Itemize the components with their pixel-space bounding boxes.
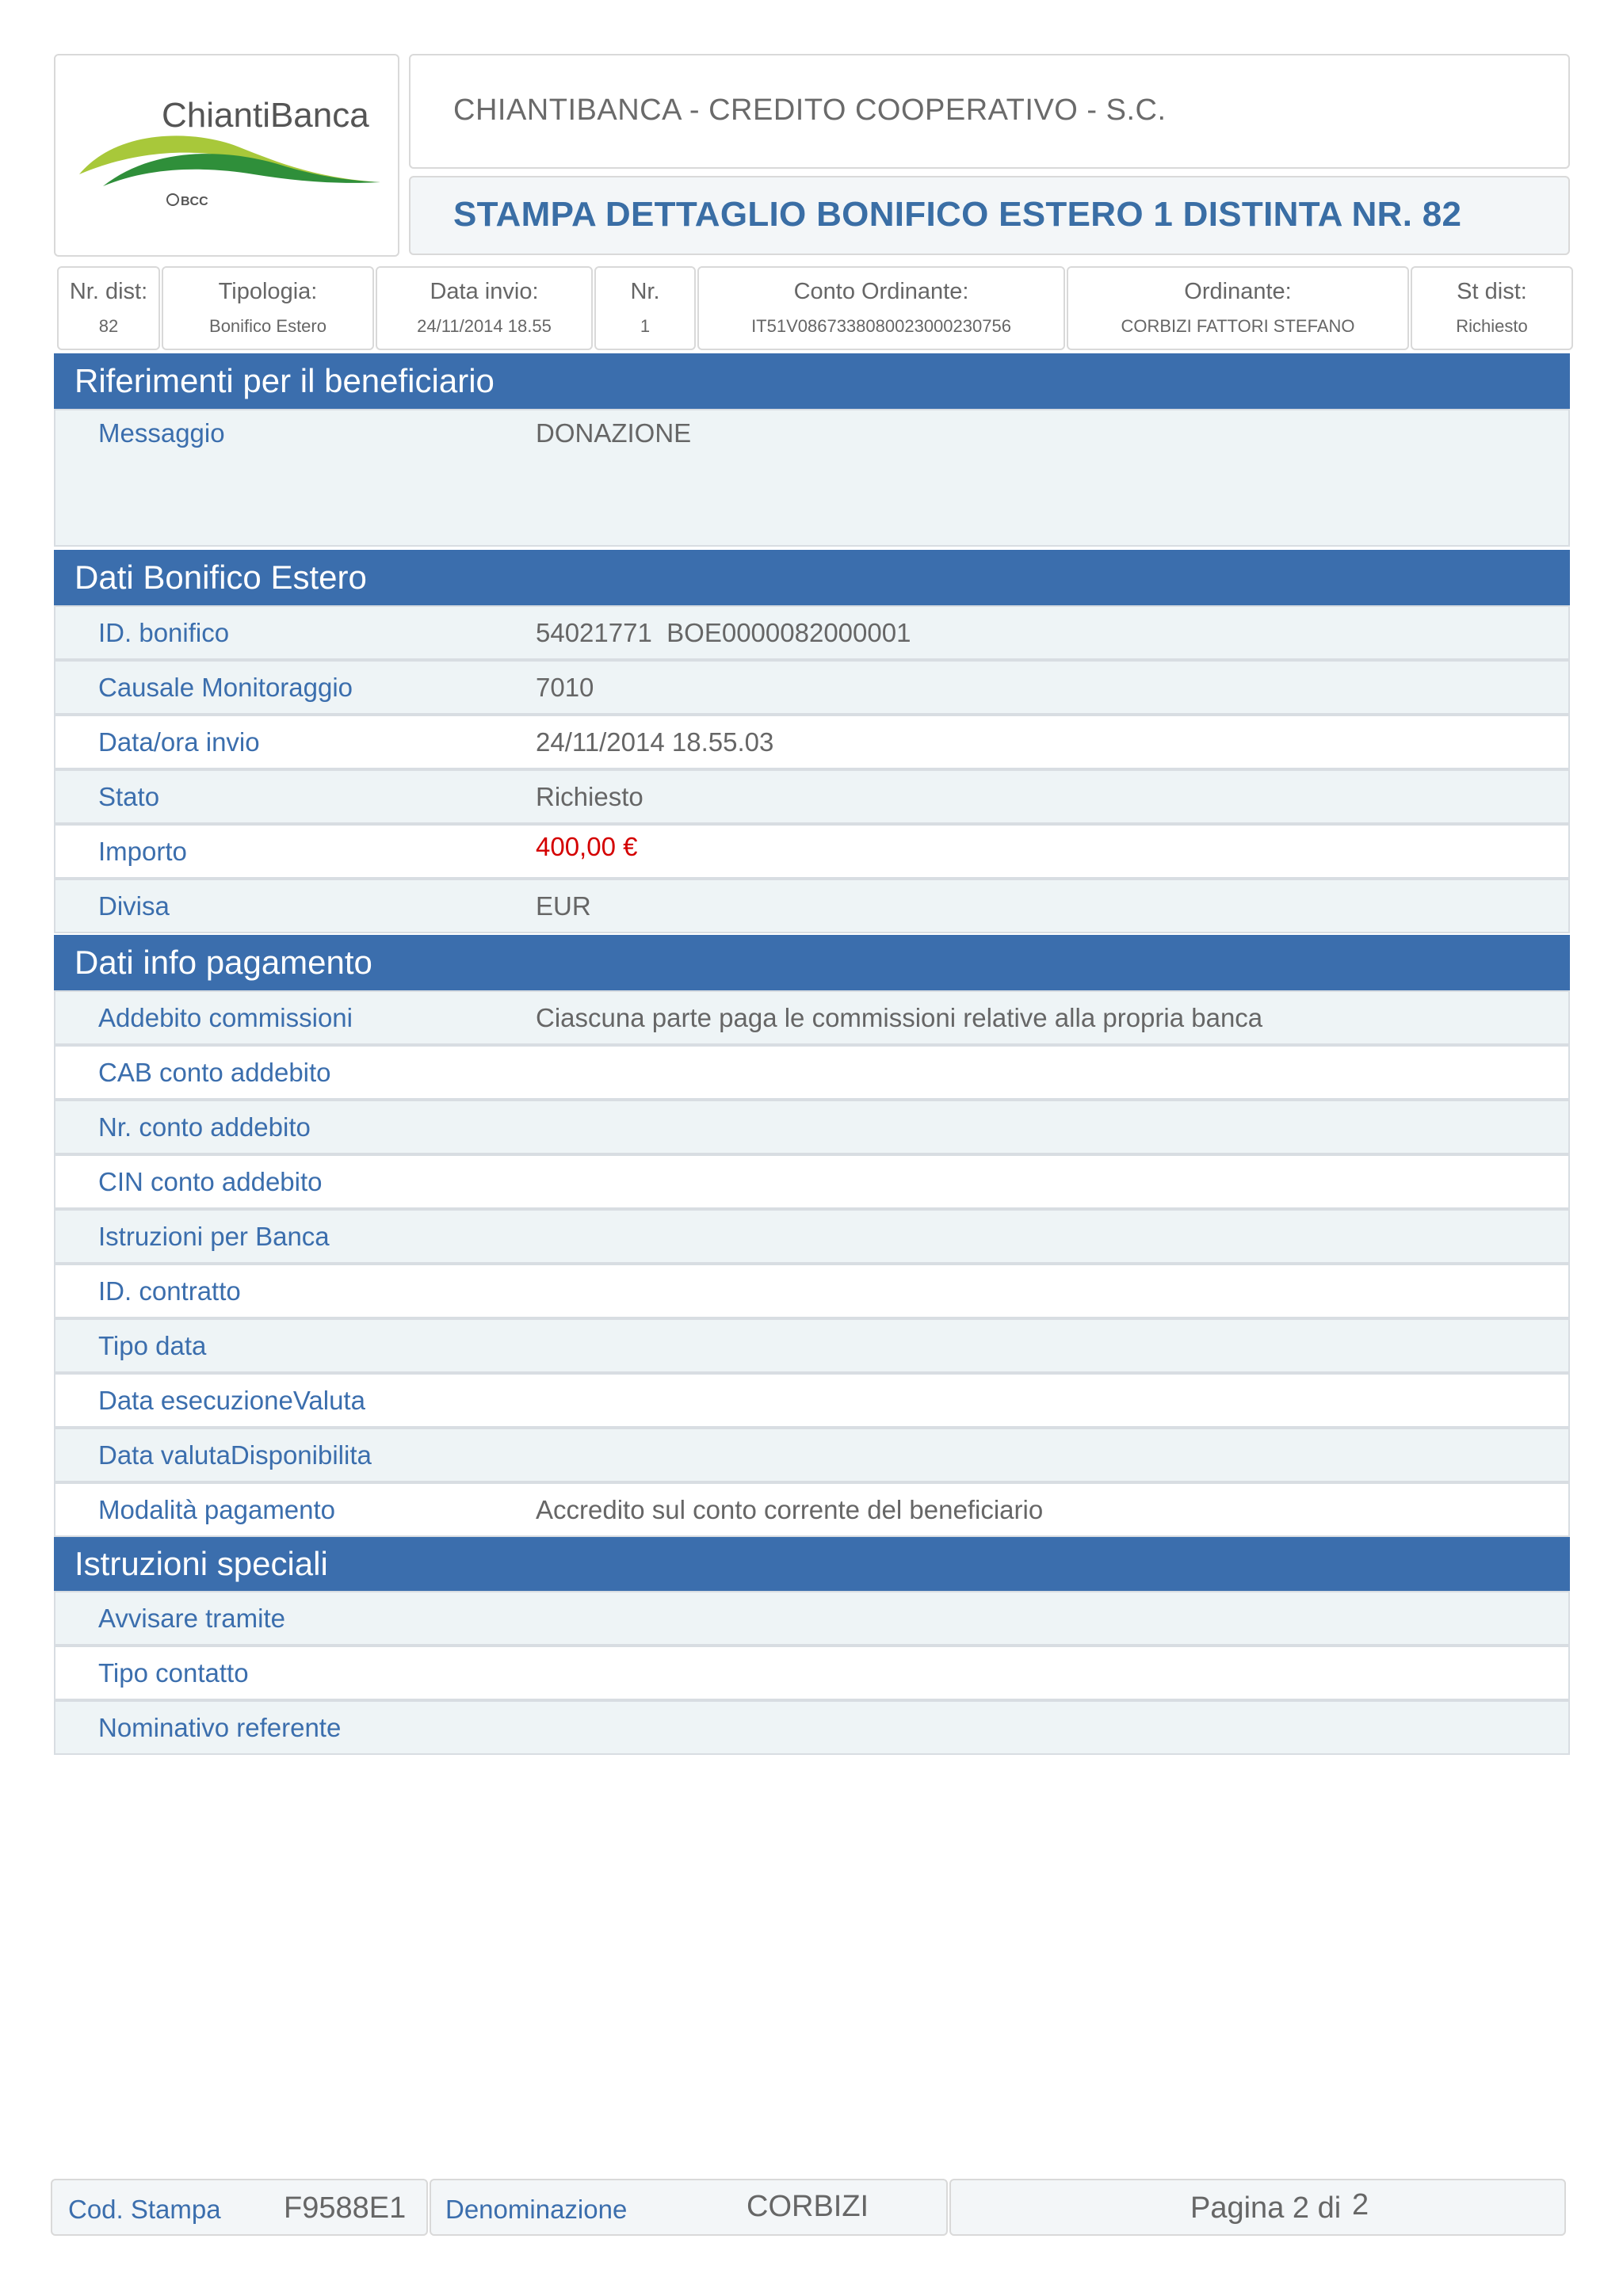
document-title: STAMPA DETTAGLIO BONIFICO ESTERO 1 DISTINTA NR. 82: [453, 195, 1462, 234]
denominazione-value: CORBIZI: [747, 2190, 869, 2223]
meta-nr-dist: [57, 266, 160, 350]
row-tipo-data: [54, 1318, 1570, 1373]
meta-label: Data invio:: [430, 279, 539, 304]
chiantibanca-logo: [55, 55, 398, 255]
svg-text:ChiantiBanca: ChiantiBanca: [162, 96, 369, 135]
page-total: 2: [1352, 2188, 1369, 2222]
meta-value: Richiesto: [1456, 316, 1528, 336]
field-label: Istruzioni per Banca: [98, 1222, 330, 1251]
page-label: Pagina 2 di: [1190, 2191, 1342, 2225]
section-dati-bonifico-header: Dati Bonifico Estero: [54, 550, 1570, 605]
meta-label: Conto Ordinante:: [793, 279, 969, 304]
row-modalita-pagamento: [54, 1482, 1570, 1537]
row-nominativo-referente: [54, 1700, 1570, 1755]
meta-label: Tipologia:: [218, 279, 318, 304]
field-value: 24/11/2014 18.55.03: [536, 727, 774, 757]
field-value: Richiesto: [536, 782, 643, 811]
row-cab-conto-addebito: [54, 1045, 1570, 1100]
field-label: Addebito commissioni: [98, 1003, 353, 1032]
field-label: ID. bonifico: [98, 618, 230, 647]
row-istruzioni-per-banca: [54, 1209, 1570, 1264]
cod-stampa-value: F9588E1: [284, 2191, 407, 2225]
field-label: Avvisare tramite: [98, 1604, 285, 1633]
amount-value: 400,00 €: [536, 832, 638, 861]
meta-value: IT51V0867338080023000230756: [751, 316, 1011, 336]
row-avvisare-tramite: [54, 1591, 1570, 1646]
field-label: CIN conto addebito: [98, 1167, 323, 1196]
cod-stampa-label: Cod. Stampa: [68, 2195, 221, 2224]
field-label: Importo: [98, 837, 187, 866]
row-divisa: [54, 879, 1570, 933]
footer-pagina: [949, 2179, 1566, 2236]
field-label: Messaggio: [98, 418, 225, 448]
meta-conto-ordinante: [697, 266, 1065, 350]
field-label: Tipo contatto: [98, 1658, 249, 1688]
field-label: Nominativo referente: [98, 1713, 342, 1742]
field-label: Divisa: [98, 891, 170, 921]
footer-cod-stampa: [51, 2179, 428, 2236]
row-data-esecuzione-valuta: [54, 1373, 1570, 1428]
row-importo: [54, 824, 1570, 879]
field-value: Accredito sul conto corrente del beneficiario: [536, 1495, 1044, 1524]
row-data-valuta-disponibilita: [54, 1428, 1570, 1482]
meta-label: Nr. dist:: [69, 279, 148, 304]
field-label: Data esecuzioneValuta: [98, 1386, 365, 1415]
row-nr-conto-addebito: [54, 1100, 1570, 1154]
meta-label: St dist:: [1457, 279, 1527, 304]
field-label: ID. contratto: [98, 1276, 241, 1306]
logo-box: [54, 54, 399, 257]
messaggio-row: [54, 409, 1570, 547]
meta-label: Ordinante:: [1184, 279, 1292, 304]
section-istruzioni-speciali-header: Istruzioni speciali: [54, 1537, 1570, 1591]
section-info-pagamento-header: Dati info pagamento: [54, 935, 1570, 990]
field-label: Modalità pagamento: [98, 1495, 336, 1524]
row-addebito-commissioni: [54, 990, 1570, 1045]
meta-value: 82: [98, 316, 119, 336]
section-riferimenti-header: Riferimenti per il beneficiario: [54, 353, 1570, 409]
field-value: Ciascuna parte paga le commissioni relative alla propria banca: [536, 1003, 1263, 1032]
svg-text:BCC: BCC: [181, 195, 208, 208]
meta-value: Bonifico Estero: [209, 316, 327, 336]
meta-tipologia: [162, 266, 374, 350]
meta-value: CORBIZI FATTORI STEFANO: [1121, 316, 1355, 336]
meta-data-invio: [376, 266, 593, 350]
bank-name: CHIANTIBANCA - CREDITO COOPERATIVO - S.C.: [453, 93, 1167, 127]
field-label: Stato: [98, 782, 160, 811]
meta-ordinante: [1067, 266, 1409, 350]
meta-nr: [594, 266, 696, 350]
row-id-bonifico: [54, 605, 1570, 660]
meta-value: 24/11/2014 18.55: [417, 316, 552, 336]
meta-label: Nr.: [630, 279, 660, 304]
field-label: Nr. conto addebito: [98, 1112, 311, 1142]
field-label: CAB conto addebito: [98, 1058, 331, 1087]
field-label: Data/ora invio: [98, 727, 260, 757]
row-stato: [54, 769, 1570, 824]
row-tipo-contatto: [54, 1646, 1570, 1700]
field-value: 7010: [536, 673, 594, 702]
field-value: EUR: [536, 891, 591, 921]
footer-denominazione: [430, 2179, 948, 2236]
field-value: DONAZIONE: [536, 418, 692, 448]
meta-value: 1: [640, 316, 651, 336]
row-causale-monitoraggio: [54, 660, 1570, 715]
field-label: Tipo data: [98, 1331, 207, 1360]
field-label: Causale Monitoraggio: [98, 673, 353, 702]
row-data-ora-invio: [54, 715, 1570, 769]
field-label: Data valutaDisponibilita: [98, 1440, 372, 1470]
field-value: 54021771 BOE0000082000001: [536, 618, 911, 647]
row-cin-conto-addebito: [54, 1154, 1570, 1209]
row-id-contratto: [54, 1264, 1570, 1318]
meta-st-dist: [1411, 266, 1573, 350]
denominazione-label: Denominazione: [445, 2195, 628, 2224]
